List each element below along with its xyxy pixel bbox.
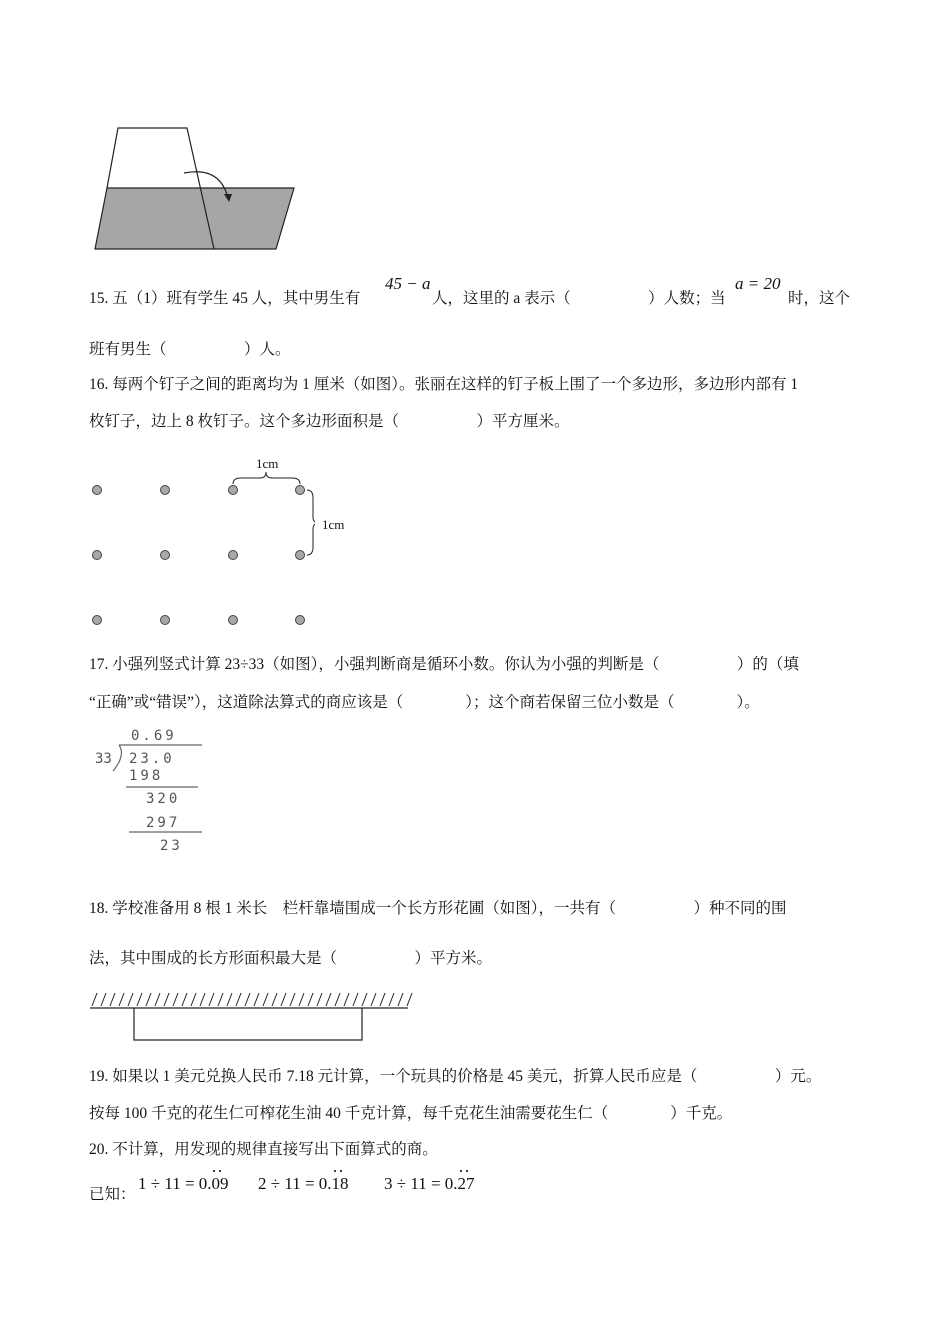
divisor: 33 [95,751,112,767]
q15-expr-45-minus-a: 45 − a [385,274,431,293]
wall-hatch-line [245,993,250,1006]
wall-hatch-line [200,993,205,1006]
nail [93,486,102,495]
wall-hatch-line [101,993,106,1006]
q20-equation-1: 1 ÷ 11 = 0.09 [138,1174,229,1193]
q19-line1: 19. 如果以 1 美元兑换人民币 7.18 元计算，一个玩具的价格是 45 美元，折算人民币应是（ ）元。 [89,1068,822,1085]
wall-hatch-line [128,993,133,1006]
quotient: 0.69 [131,728,177,744]
nail-board-figure [85,470,315,635]
wall-hatch-line [290,993,295,1006]
wall-hatch-line [344,993,349,1006]
wall-hatch-line [389,993,394,1006]
q19-line2: 按每 100 千克的花生仁可榨花生油 40 千克计算，每千克花生油需要花生仁（ ）千克。 [89,1105,733,1122]
nail [229,616,238,625]
wall-hatch-line [137,993,142,1006]
wall-hatch-line [218,993,223,1006]
wall-hatch-line [281,993,286,1006]
wall-hatch-line [380,993,385,1006]
q15-line1 [89,289,360,309]
remainder2: 23 [160,838,183,854]
step2-product: 297 [146,815,181,831]
nail [93,616,102,625]
dividend: 23.0 [129,751,175,767]
nail [296,486,305,495]
nail [161,486,170,495]
wall-hatch-line [371,993,376,1006]
q18-line2: 法，其中围成的长方形面积最大是（ ）平方米。 [89,950,493,967]
wall-hatch-line [146,993,151,1006]
wall-hatch-line [254,993,259,1006]
nail [161,551,170,560]
step1-product: 198 [129,768,164,784]
wall-hatch-line [335,993,340,1006]
wall-hatch-line [119,993,124,1006]
wall-hatch-line [317,993,322,1006]
q16-line2: 枚钉子，边上 8 枚钉子。这个多边形面积是（ ）平方厘米。 [89,413,570,430]
q16-line1: 16. 每两个钉子之间的距离均为 1 厘米（如图）。张丽在这样的钉子板上围了一个多边形，多边形内部有 1 [89,376,799,393]
q20-line1: 20. 不计算，用发现的规律直接写出下面算式的商。 [89,1141,438,1158]
trapezoid-parallelogram-figure [90,122,300,254]
wall-hatch-line [326,993,331,1006]
q18-line1: 18. 学校准备用 8 根 1 米长 栏杆靠墙围成一个长方形花圃（如图），一共有（ ）种不同的围 [89,900,787,917]
q20-equation-2: 2 ÷ 11 = 0.18 [258,1174,349,1193]
wall-hatch-line [164,993,169,1006]
wall-hatch-line [182,993,187,1006]
nail [161,616,170,625]
wall-and-fence-figure [88,990,413,1042]
q15-text-b: 人，这里的 a 表示（ ）人数；当 [432,290,726,307]
nail [93,551,102,560]
nail [296,551,305,560]
wall-hatch-line [236,993,241,1006]
label-1cm-vertical: 1cm [322,517,345,532]
wall-hatch-line [92,993,97,1006]
repeating-decimal-dots [180,1168,480,1176]
vertical-brace [307,490,315,555]
wall-hatch-line [362,993,367,1006]
remainder1: 320 [146,791,181,807]
wall-hatch-line [155,993,160,1006]
wall-hatch-line [110,993,115,1006]
wall-hatch-line [272,993,277,1006]
q20-equation-3: 3 ÷ 11 = 0.27 [384,1174,475,1193]
q15-line2: 班有男生（ ）人。 [89,341,291,358]
wall-hatch-line [308,993,313,1006]
q17-line1: 17. 小强列竖式计算 23÷33（如图），小强判断商是循环小数。你认为小强的判断是（ ）的（填 [89,656,799,673]
wall-hatch-line [173,993,178,1006]
nail [229,551,238,560]
nail [296,616,305,625]
wall-hatch-line [209,993,214,1006]
q17-line2: “正确”或“错误”），这道除法算式的商应该是（ ）；这个商若保留三位小数是（ ）。 [89,694,760,711]
q15-text-a: 15. 五（1）班有学生 45 人，其中男生有 [89,290,361,307]
label-1cm-horizontal: 1cm [256,456,279,471]
nail [229,486,238,495]
wall-hatch-line [263,993,268,1006]
wall-hatch-line [191,993,196,1006]
wall-hatch-line [398,993,403,1006]
q15-text-c: 时，这个 [788,290,851,307]
wall-hatch-line [407,993,412,1006]
wall-hatch-line [353,993,358,1006]
wall-hatch-line [299,993,304,1006]
q20-known-label: 已知： [89,1186,136,1203]
q15-expr-a-equals-20: a = 20 [735,274,781,293]
wall-hatch-line [227,993,232,1006]
